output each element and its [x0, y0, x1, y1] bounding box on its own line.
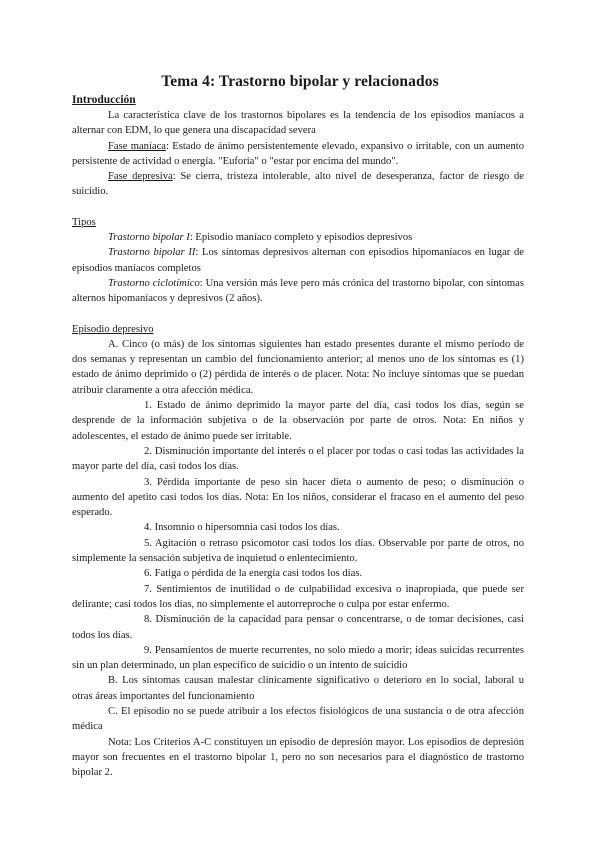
criterion-a: A. Cinco (o más) de los síntomas siguientes han estado presentes durante el mismo período de dos semanas y representan un cambio del funcionamiento anterior; al menos uno de los síntomas es (1) estado de ánimo deprimido o (2) pérdida de interés o de placer. Nota: No incluye síntomas que se puedan atribuir claramente a otra afección médica. — [72, 338, 524, 396]
symptom-item: 3. Pérdida importante de peso sin hacer dieta o aumento de peso; o disminución o aumento del apetito casi todos los días. Nota: En los niños, considerar el fracaso en el aumento del peso esperado. — [72, 476, 524, 519]
episode-note: Nota: Los Criterios A-C constituyen un episodio de depresión mayor. Los episodios de depresión mayor son frecuentes en el trastorno bipolar 1, pero no son necesarios para el diagnóstico de trastorno bipolar 2. — [72, 736, 524, 779]
manic-phase-paragraph — [72, 139, 524, 170]
type-bipolar-2 — [72, 245, 524, 276]
symptom-item: 1. Estado de ánimo deprimido la mayor parte del día, casi todos los días, según se desprende de la información subjetiva o de la observación por parte de otros. Nota: En niños y adolescentes, el estado de ánimo puede ser irritable. — [72, 400, 524, 442]
type-bipolar-1-text: : Episodio maníaco completo y episodios depresivos — [189, 232, 413, 244]
symptom-item: 8. Disminución de la capacidad para pensar o concentrarse, o de tomar decisiones, casi todos los días. — [72, 614, 524, 641]
depressive-phase-label: Fase depresiva — [108, 171, 173, 183]
type-bipolar-1 — [72, 230, 524, 245]
symptom-item: 2. Disminución importante del interés o el placer por todas o casi todas las actividades la mayor parte del día, casi todos los días. — [72, 445, 524, 473]
types-heading: Tipos — [72, 216, 96, 228]
depressive-episode-heading: Episodio depresivo — [72, 323, 154, 335]
intro-paragraph: La característica clave de los trastornos bipolares es la tendencia de los episodios maníacos a alternar con EDM, lo que genera una discapacidad severa — [72, 110, 524, 137]
type-bipolar-2-text: : Los síntomas depresivos alternan con episodios hipomaníacos en lugar de episodios maníacos completos — [72, 247, 524, 274]
symptom-item: 4. Insomnio o hipersomnia casi todos los días. — [144, 522, 340, 534]
document-body — [72, 92, 524, 780]
manic-phase-label: Fase maníaca — [108, 140, 166, 152]
symptom-item: 9. Pensamientos de muerte recurrentes, no solo miedo a morir; ideas suicidas recurrentes sin un plan determinado, un plan específico de suicidio o un intento de suicidio — [72, 644, 524, 672]
depressive-phase-text: : Se cierra, tristeza intolerable, alto nivel de desesperanza, factor de riesgo de suicidio. — [72, 171, 524, 198]
intro-heading: Introducción — [72, 94, 136, 106]
symptom-item: 7. Sentimientos de inutilidad o de culpabilidad excesiva o inapropiada, que puede ser delirante; casi todos los días, no simplemente el autorreproche o culpa por estar enfermo. — [72, 583, 524, 610]
type-cyclothymic-label: Trastorno ciclotímico — [108, 277, 200, 289]
type-cyclothymic — [72, 276, 524, 307]
symptom-item: 6. Fatiga o pérdida de la energía casi todos los días. — [144, 568, 363, 580]
type-bipolar-2-label: Trastorno bipolar II — [108, 247, 196, 259]
page-title: Tema 4: Trastorno bipolar y relacionados — [161, 73, 439, 90]
depressive-phase-paragraph — [72, 169, 524, 200]
manic-phase-text: : Estado de ánimo persistentemente elevado, expansivo o irritable, con un aumento persistente de actividad o energía. "Euforia" o "estar por encima del mundo". — [72, 140, 524, 167]
type-cyclothymic-text: : Una versión más leve pero más crónica del trastorno bipolar, con síntomas alternos hipomaníacos y depresivos (2 años). — [72, 277, 524, 305]
criterion-b: B. Los síntomas causan malestar clínicamente significativo o deterioro en lo social, laboral u otras áreas importantes del funcionamiento — [72, 675, 524, 702]
criterion-c: C. El episodio no se puede atribuir a los efectos fisiológicos de una sustancia o de otra afección médica — [72, 705, 524, 733]
symptom-item: 5. Agitación o retraso psicomotor casi todos los días. Observable por parte de otros, no simplemente la sensación subjetiva de inquietud o enlentecimiento. — [72, 537, 524, 565]
type-bipolar-1-label: Trastorno bipolar I — [108, 232, 190, 244]
